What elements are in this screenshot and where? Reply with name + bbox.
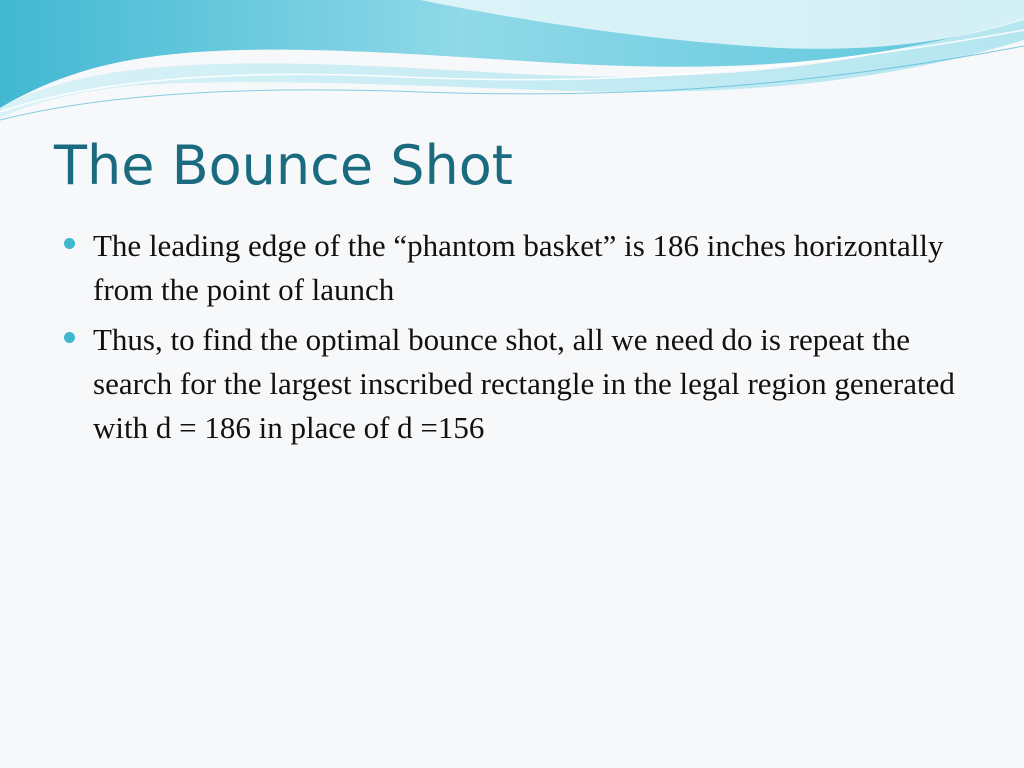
bullet-text: The leading edge of the “phantom basket” is 186 inches horizontally from the point of launch xyxy=(93,228,944,307)
slide-title: The Bounce Shot xyxy=(54,134,513,197)
bullet-item xyxy=(62,318,962,450)
bullet-dot-icon xyxy=(64,332,75,343)
header-wave-decoration xyxy=(0,0,1024,130)
bullet-dot-icon xyxy=(64,238,75,249)
bullet-list xyxy=(62,224,962,456)
bullet-text: Thus, to find the optimal bounce shot, all we need do is repeat the search for the largest inscribed rectangle in the legal region generated with d = 186 in place of d =156 xyxy=(93,322,955,445)
bullet-item xyxy=(62,224,962,312)
